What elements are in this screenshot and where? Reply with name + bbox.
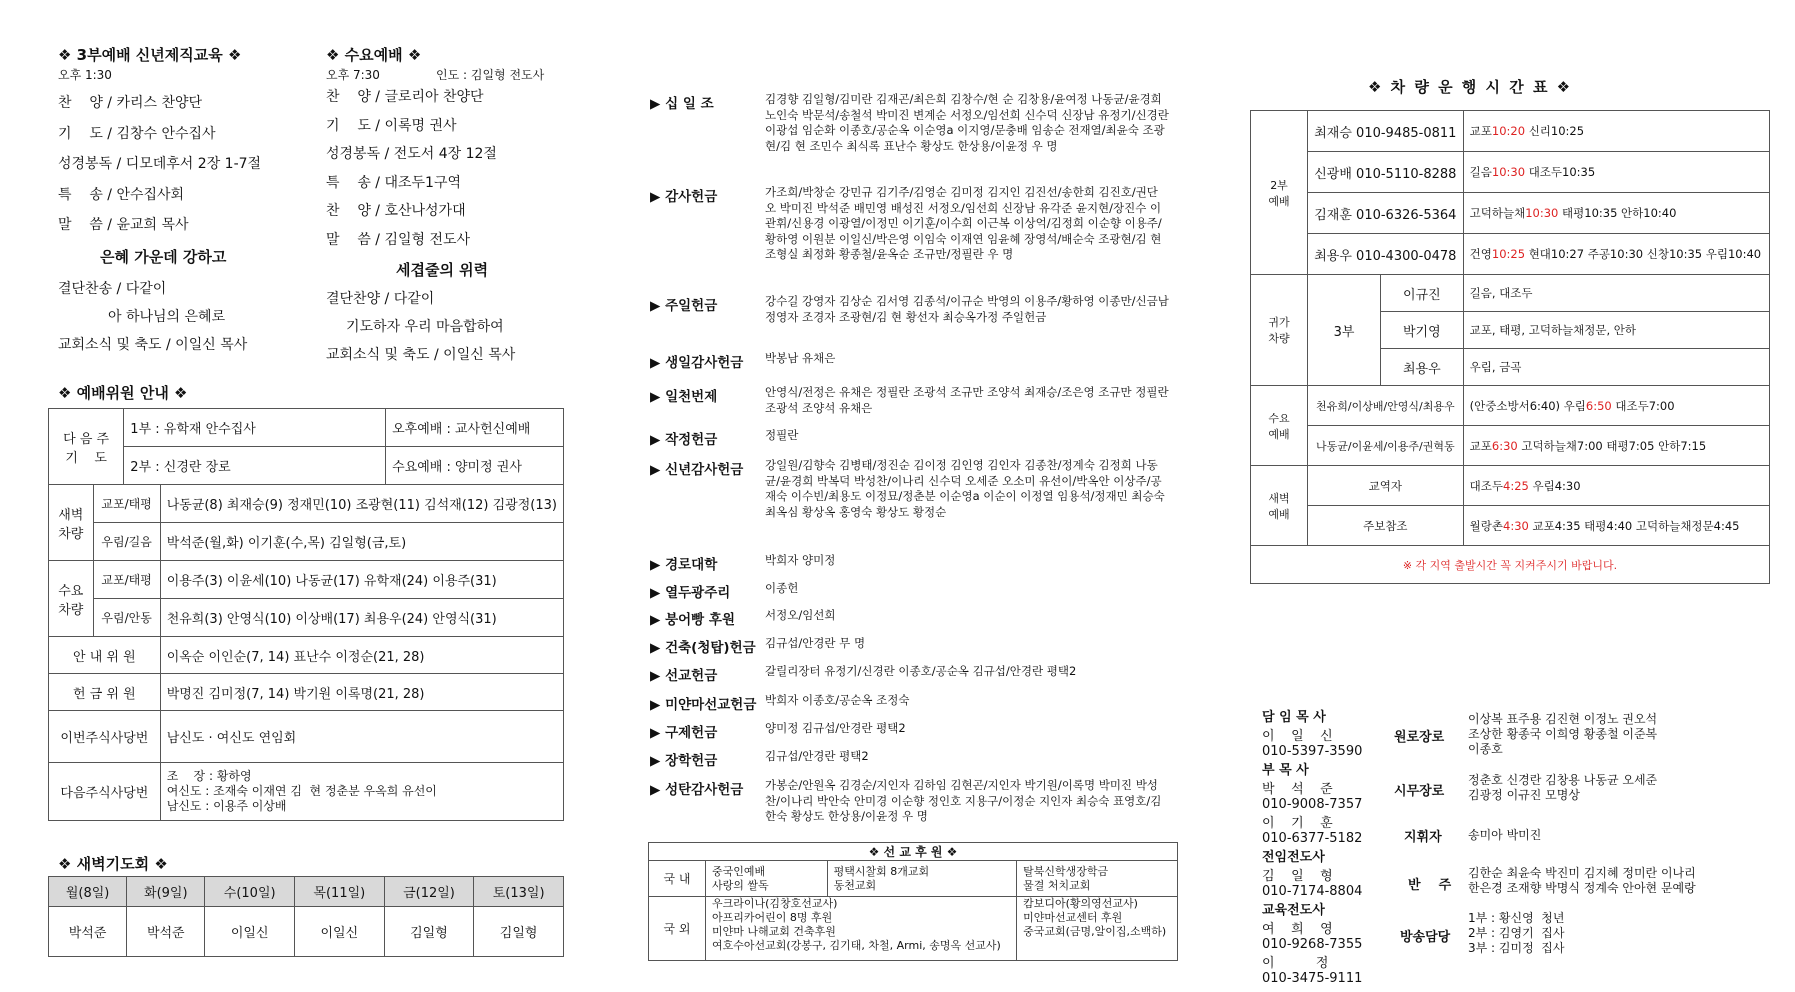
vehicle-return-sub: 3부 [1308,275,1381,386]
vehicle-return-route: 길음, 대조두 [1463,275,1769,312]
mission-overseas-label: 국 외 [649,897,706,961]
s3-close-3: 교회소식 및 축도 / 이일신 목사 [58,337,248,353]
vehicle-wed-driver: 나동균/이윤세/이용주/권혁동 [1308,426,1464,466]
s3-order-item: 성경봉독 / 디모데후서 2장 1-7절 [58,156,262,172]
broadcast-names: 1부 : 황신영 청년 2부 : 김영기 집사 3부 : 김미정 집사 [1468,911,1565,955]
wed-order-item: 말 씀 / 김일형 전도사 [326,231,471,248]
senior-pastor-phone: 010-5397-3590 [1262,744,1363,759]
vehicle-return-route: 우림, 금곡 [1463,349,1769,386]
assoc-pastor-1-name: 박 석 준 [1262,782,1333,797]
wed-order-item: 성경봉독 / 전도서 4장 12절 [326,146,497,162]
assoc-pastor-1-phone: 010-9008-7357 [1262,797,1363,812]
vehicle-g4-1-time-red: 4:30 [1503,518,1529,533]
guide-label: 안 내 위 원 [49,637,161,674]
offering-label: ▶ 선교헌금 [650,668,718,684]
offering-members: 박명진 김미정(7, 14) 박기원 이록명(21, 28) [160,674,563,711]
s3-title: ❖ 3부예배 신년제직교육 ❖ [58,46,242,64]
edu-evangelist-label: 교육전도사 [1262,903,1325,918]
offering-label: ▶ 건축(청탑)헌금 [650,640,756,656]
vehicle-g4-0-times [1463,466,1769,506]
meal-this-week: 남신도 · 여신도 연임회 [160,711,563,763]
assoc-pastor-2-phone: 010-6377-5182 [1262,831,1363,846]
offering-names: 가봉순/안원옥 김경순/지인자 김하임 김현곤/지인자 박기원/이록명 박미진 박성찬/이나리 박안숙 안미경 이순향 정인호 지용구/이정순 지인자 최승숙 표영호/김한숙 황상도 한상용/이윤정 우 명 [765,778,1162,823]
offering-label: 헌 금 위 원 [49,674,161,711]
dawn-vehicle-label: 새벽 차량 [49,485,94,561]
s3-order [58,92,261,245]
vehicle-return-label: 귀가 차량 [1251,275,1308,386]
vehicle-return-driver: 최용우 [1381,349,1464,386]
committee-table [48,408,564,821]
vehicle-g1-1-time-pre: 길음 [1469,165,1492,179]
offering-label: ▶ 십 일 조 [650,96,714,112]
s3-time: 오후 1:30 [58,68,112,82]
vehicle-g1-3-times [1463,234,1769,275]
offering-label: ▶ 신년감사헌금 [650,462,744,478]
s3-order-item: 특 송 / 안수집사회 [58,186,185,203]
dawn-day-2: 수(10일) [205,877,295,907]
vehicle-g1-1-time-post: 대조두10:35 [1525,165,1596,179]
vehicle-driver: 최재승 010-9485-0811 [1308,111,1464,152]
next-prayer-2: 2부 : 신경란 장로 [124,447,386,485]
offering-names: 김규섭/안경란 무 명 [765,636,866,650]
vehicle-g3-0-times [1463,386,1769,426]
wed-close-1: 결단찬양 / 다같이 [326,291,435,307]
vehicle-dawn-driver: 교역자 [1308,466,1464,506]
offering-label: ▶ 장학헌금 [650,753,718,769]
evangelist-name: 김 일 형 [1262,869,1333,884]
next-prayer-afternoon: 오후예배 : 교사헌신예배 [386,409,564,447]
vehicle-g4-1-time-post: 교포4:35 태평4:40 고덕하늘채정문4:45 [1528,518,1740,533]
wed-order-item: 찬 양 / 호산나성가대 [326,203,466,219]
vehicle-g4-0-time-red: 4:25 [1503,478,1529,493]
wed-route-2: 우림/안동 [93,599,160,637]
offering-label: ▶ 작정헌금 [650,432,718,448]
dawn-leader-1: 박석준 [127,907,205,957]
offering-label: ▶ 성탄감사헌금 [650,782,744,798]
assoc-pastor-2-name: 이 기 훈 [1262,816,1333,831]
vehicle-g1-3-time-post: 현대10:27 주공10:30 신창10:35 우림10:40 [1525,247,1762,261]
offering-names: 김경향 김일형/김미란 김재곤/최은희 김창수/현 순 김창용/윤여정 나동균/윤경희 노인숙 박문석/송철석 박미진 변계순 서정오/임선희 신수덕 신장남 유정기/신경란 이광섭 임순화 이종호/공순옥 이순영a 이지영/문충배 임송순 전재열/최윤숙 조광현/김 현 조민수 최식록 표난수 황상도 한상용/이윤정 우 명 [765,92,1169,153]
dawn-leader-3: 이일신 [295,907,385,957]
offering-names: 강수길 강영자 김상순 김서영 김종석/이규순 박영의 이용주/황하영 이종만/신금남 정영자 조경자 조광현/김 현 황선자 최승옥가정 주일헌금 [765,294,1169,324]
offering-names: 양미정 김규섭/안경란 평택2 [765,721,906,735]
vehicle-g1-2-time-red: 10:30 [1525,206,1559,220]
dawn-drivers-2: 박석준(월,화) 이기훈(수,목) 김일형(금,토) [160,523,563,561]
offering-names: 정필란 [765,428,799,442]
offering-label: ▶ 감사헌금 [650,189,718,205]
vehicle-g1-2-time-post: 태평10:35 안하10:40 [1558,206,1677,220]
dawn-day-0: 월(8일) [49,877,127,907]
conductor-label: 지휘자 [1404,830,1442,845]
vehicle-g1-0-time-pre: 교포 [1469,124,1492,138]
mission-overseas-a: 우크라이나(김창호선교사) 아프리카어린이 8명 후원 미얀마 나해교회 건축후원 여호수아선교회(강봉구, 김기태, 차철, Armi, 송명옥 선교사) [706,897,1017,961]
vehicle-wed-driver: 천유희/이상배/안영식/최용우 [1308,386,1464,426]
offering-names: 박희자 이종호/공순옥 조정숙 [765,693,910,707]
vehicle-g4-1-time-pre: 월랑촌 [1469,518,1503,533]
dawn-day-5: 토(13일) [474,877,564,907]
offering-label: ▶ 열두광주리 [650,585,731,601]
wed-title: ❖ 수요예배 ❖ [326,46,422,64]
vehicle-title: ❖ 차 량 운 행 시 간 표 ❖ [1368,78,1573,96]
next-prayer-1: 1부 : 유학재 안수집사 [124,409,386,447]
dawn-day-4: 금(12일) [384,877,474,907]
active-elder-label: 시무장로 [1394,784,1445,799]
s3-sermon-title: 은혜 가운데 강하고 [100,248,227,266]
mission-table [648,842,1178,961]
vehicle-g1-3-time-red: 10:25 [1491,247,1526,261]
wed-route-1: 교포/태평 [93,561,160,599]
vehicle-g4-1-times [1463,506,1769,546]
vehicle-driver: 신광배 010-5110-8288 [1308,152,1464,193]
senior-pastor-label: 담 임 목 사 [1262,710,1326,725]
edu-evangelist-2-name: 이 정 [1262,956,1329,971]
dawn-leader-5: 김일형 [474,907,564,957]
conductor-names: 송미아 박미진 [1468,828,1542,842]
senior-pastor-name: 이 일 신 [1262,729,1333,744]
dawn-leader-0: 박석준 [49,907,127,957]
wed-vehicle-label: 수요 차량 [49,561,94,637]
offering-names: 이종헌 [765,581,799,595]
s3-order-item: 찬 양 / 카리스 찬양단 [58,95,203,111]
edu-evangelist-2-phone: 010-3475-9111 [1262,971,1363,986]
meal-this-week-label: 이번주식사당번 [49,711,161,763]
dawn-drivers-1: 나동균(8) 최재승(9) 정재민(10) 조광현(11) 김석재(12) 김광정(13) [160,485,563,523]
offering-names: 가조희/박창순 강민규 김기주/김영순 김미정 김지인 김진선/송한희 김진호/권단오 박미진 박석준 배민영 배성진 서정오/임선희 신장남 유각준 윤지현/장진수 이관휘/신용경 이광열/이정민 이기훈/이수희 이근복 이상억/김정희 이순향 이용주/황하영 이원분 이일신/박은영 이임숙 이재연 임윤혜 장영석/배순숙 조광현/김 현 조형실 최정화 황종철/윤옥순 조규만/정필란 우 명 [765,185,1162,261]
vehicle-return-route: 교포, 태평, 고덕하늘채정문, 안하 [1463,312,1769,349]
elder-emeritus-label: 원로장로 [1394,730,1445,745]
vehicle-note: ※ 각 지역 출발시간 꼭 지켜주시기 바랍니다. [1251,546,1770,584]
dawn-prayer-title: ❖ 새벽기도회 ❖ [58,855,168,873]
offering-names: 강일원/김향숙 김병태/정진순 김이정 김인영 김인자 김종찬/정계숙 김정희 나동균/윤경희 박복덕 박성찬/이나리 신수덕 오세준 오소미 유선이/박옥안 이상주/공재숙 이수빈/최용도 이정묘/정춘분 이순영a 이순이 이정열 임용석/정재민 최승숙 최옥심 황상옥 홍영숙 황상도 황정순 [765,458,1165,519]
offering-names: 김규섭/안경란 평택2 [765,749,869,763]
mission-overseas-b: 캄보디아(황의영선교사) 미얀마선교센터 후원 중국교회(금명,알이집,소백하) [1017,897,1178,961]
accompanist-label: 반 주 [1408,878,1452,893]
vehicle-dawn-label: 새벽 예배 [1251,466,1308,546]
mission-domestic-label: 국 내 [649,861,706,897]
vehicle-g3-1-time-red: 6:30 [1491,438,1518,453]
vehicle-g1-3-time-pre: 건영 [1469,247,1492,261]
dawn-day-3: 목(11일) [295,877,385,907]
wed-drivers-2: 천유희(3) 안영식(10) 이상배(17) 최용우(24) 안영식(31) [160,599,563,637]
guide-members: 이옥순 이인순(7, 14) 표난수 이정순(21, 28) [160,637,563,674]
vehicle-g1-2-time-pre: 고덕하늘채 [1469,206,1526,220]
active-elder-names: 정춘호 신경란 김창용 나동균 오세준 김광정 이규진 모명상 [1468,773,1658,802]
staff-pastors [1262,706,1362,986]
offering-names: 안영식/전정은 유채은 정필란 조광석 조규만 조양석 최재승/조은영 조규만 정필란 조광석 조양석 유채은 [765,385,1169,415]
vehicle-wed-label: 수요 예배 [1251,386,1308,466]
edu-evangelist-1-phone: 010-9268-7355 [1262,937,1363,952]
dawn-day-1: 화(9일) [127,877,205,907]
elder-emeritus-names: 이상복 표주용 김진현 이정노 권오석 조상한 황종국 이희영 황종철 이준복 이종호 [1468,712,1658,756]
offering-label: ▶ 경로대학 [650,557,718,573]
wed-guide: 인도 : 김일형 전도사 [436,68,545,82]
vehicle-driver: 최용우 010-4300-0478 [1308,234,1464,275]
vehicle-g3-1-times [1463,426,1769,466]
wed-close-3: 교회소식 및 축도 / 이일신 목사 [326,347,516,363]
s3-order-item: 말 씀 / 윤교희 목사 [58,217,189,233]
offering-label: ▶ 일천번제 [650,389,718,405]
s3-order-item: 기 도 / 김창수 안수집사 [58,125,216,142]
offering-label: ▶ 주일헌금 [650,298,718,314]
dawn-leader-4: 김일형 [384,907,474,957]
dawn-route-1: 교포/태평 [93,485,160,523]
dawn-leader-2: 이일신 [205,907,295,957]
vehicle-table [1250,110,1770,584]
edu-evangelist-1-name: 여 희 영 [1262,922,1333,937]
meal-next-week-label: 다음주식사당번 [49,763,161,821]
wed-order-item: 찬 양 / 글로리아 찬양단 [326,89,484,105]
offering-names: 박봉남 유채은 [765,351,836,365]
wed-close-2: 기도하자 우리 마음합하여 [346,319,504,335]
vehicle-g3-0-time-red: 6:50 [1585,398,1612,413]
meal-next-week: 조 장 : 황하영 여신도 : 조재숙 이재연 김 현 정춘분 우옥희 유선이 남신도 : 이용주 이상배 [160,763,563,821]
mission-domestic-c: 탈북신학생장학금 물결 처치교회 [1017,861,1178,897]
vehicle-driver: 김재훈 010-6326-5364 [1308,193,1464,234]
committee-title: ❖ 예배위원 안내 ❖ [58,384,188,402]
vehicle-g1-0-time-post: 신리10:25 [1525,124,1585,138]
offering-label: ▶ 미얀마선교헌금 [650,697,757,713]
accompanist-names: 김한순 최윤숙 박진미 김지혜 정미란 이나리 한은경 조재향 박명식 정계숙 안아현 문예랑 [1468,866,1696,895]
vehicle-g1-0-time-red: 10:20 [1491,124,1526,138]
mission-title: ❖ 선 교 후 원 ❖ [649,843,1178,861]
next-prayer-wed: 수요예배 : 양미정 권사 [386,447,564,485]
vehicle-g3-0-time-pre: (안중소방서6:40) 우림 [1469,398,1586,413]
assoc-pastor-label: 부 목 사 [1262,763,1309,778]
wed-order [326,86,497,257]
next-week-prayer-label: 다 음 주 기 도 [49,409,124,485]
wed-sermon-title: 세겹줄의 위력 [396,261,489,279]
broadcast-label: 방송담당 [1400,930,1451,945]
vehicle-g1-2-times [1463,193,1769,234]
wed-time: 오후 7:30 [326,68,380,82]
mission-domestic-b: 평택시찰회 8개교회 동천교회 [827,861,1017,897]
offering-names: 서정오/임선희 [765,608,836,622]
vehicle-2nd-service-label: 2부 예배 [1251,111,1308,275]
dawn-prayer-table [48,876,564,957]
vehicle-g3-1-time-post: 고덕하늘채7:00 태평7:05 안하7:15 [1517,438,1707,453]
vehicle-return-driver: 이규진 [1381,275,1464,312]
wed-drivers-1: 이용주(3) 이윤세(10) 나동균(17) 유학재(24) 이용주(31) [160,561,563,599]
vehicle-g1-0-times [1463,111,1769,152]
vehicle-return-driver: 박기영 [1381,312,1464,349]
s3-close-1: 결단찬송 / 다같이 [58,281,167,297]
vehicle-g1-1-time-red: 10:30 [1491,165,1526,179]
offering-names: 박희자 양미정 [765,553,836,567]
vehicle-dawn-driver: 주보참조 [1308,506,1464,546]
evangelist-phone: 010-7174-8804 [1262,884,1363,899]
offering-label: ▶ 구제헌금 [650,725,718,741]
vehicle-g1-1-times [1463,152,1769,193]
offering-label: ▶ 생일감사헌금 [650,355,744,371]
vehicle-g3-1-time-pre: 교포 [1469,438,1492,453]
vehicle-g4-0-time-pre: 대조두 [1469,478,1503,493]
vehicle-g4-0-time-post: 우림4:30 [1528,478,1581,493]
vehicle-g3-0-time-post: 대조두7:00 [1611,398,1675,413]
dawn-route-2: 우림/길음 [93,523,160,561]
offering-label: ▶ 붕어빵 후원 [650,612,735,628]
mission-domestic-a: 중국인예배 사랑의 쌀독 [706,861,828,897]
evangelist-label: 전임전도사 [1262,850,1325,865]
s3-close-2: 아 하나님의 은혜로 [108,309,226,325]
wed-order-item: 특 송 / 대조두1구역 [326,174,461,191]
wed-order-item: 기 도 / 이록명 권사 [326,117,457,134]
offering-names: 갈릴리장터 유정기/신경란 이종호/공순옥 김규섭/안경란 평택2 [765,664,1077,678]
